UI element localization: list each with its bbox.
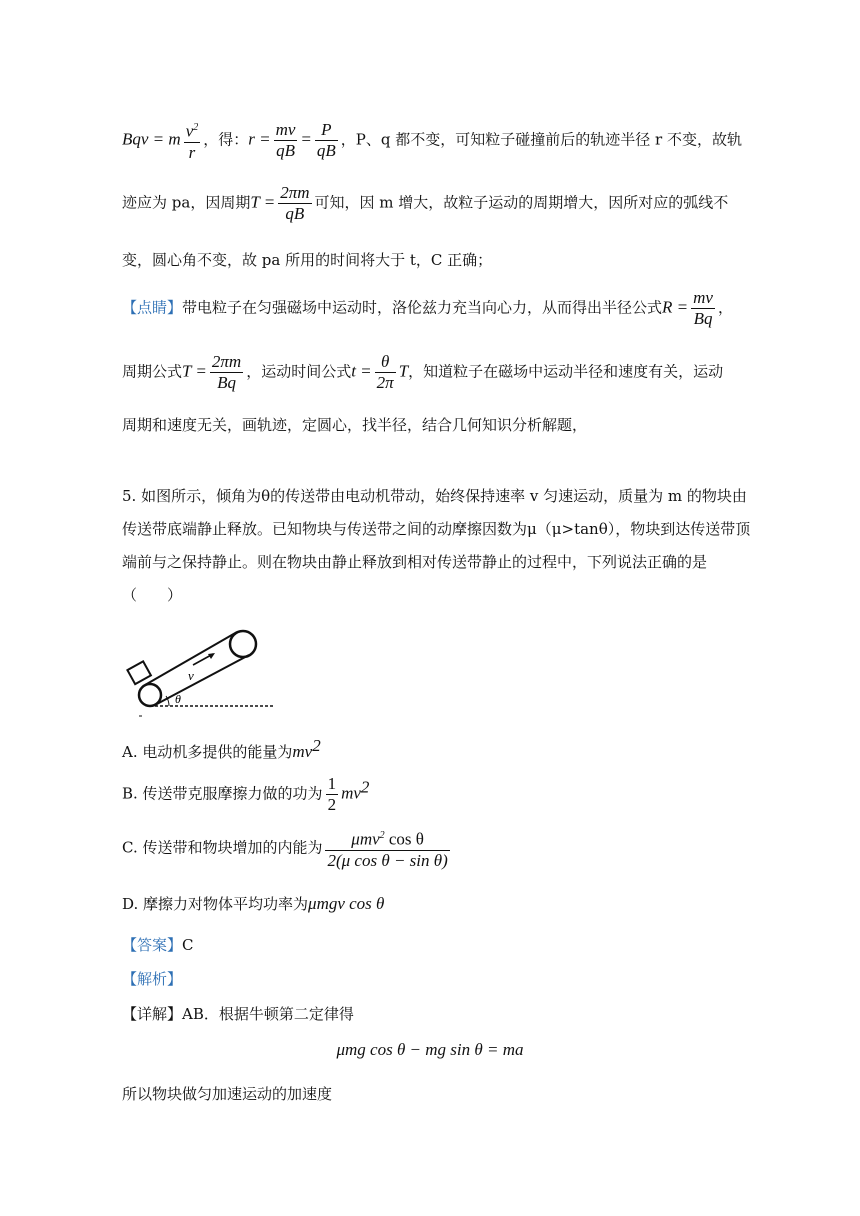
question5-line3: 端前与之保持静止。则在物块由静止释放到相对传送带静止的过程中，下列说法正确的是 — [122, 553, 708, 571]
text-line3: 变，圆心角不变，故 pa 所用的时间将大于 t，C 正确； — [122, 251, 493, 269]
period-time-line: 周期公式T = $\frac{2\pi m}{Bq}$ ，运动时间公式t = $\frac{\theta}{2\pi}$ T，知道粒子在磁场中运动半径和速度有关，运动 — [122, 352, 724, 392]
answer-value: C — [182, 936, 194, 954]
text-b: 可知，因 m 增大，故粒子运动的周期增大，因所对应的弧线不 — [314, 193, 729, 212]
option-c: C. 传送带和物块增加的内能为 $\frac{\mu mv^2 \cos \theta}{\text{2(μ cos θ − sin θ)}}$ — [122, 826, 453, 871]
fraction-theta-2pi: $\frac{\theta}{2\pi}$ — [376, 352, 394, 392]
text-line1: ，P、q 都不变，可知粒子碰撞前后的轨迹半径 r 不变，故轨 — [340, 130, 742, 149]
fraction-mv-qb: $\frac{mv}{qB}$ — [275, 119, 296, 160]
question5-paren: （ ） — [122, 586, 183, 604]
text-a: 迹应为 pa，因周期 — [122, 193, 251, 212]
block — [127, 661, 151, 684]
last-line: 所以物块做匀加速运动的加速度 — [122, 1085, 333, 1103]
option-a: A. 电动机多提供的能量为$mv^2$ — [122, 736, 321, 761]
dianjing-tag: 【点睛】 — [122, 298, 183, 317]
analysis-tag: 【解析】 — [122, 970, 183, 988]
fraction-p-qb: $\frac{P}{qB}$ — [316, 119, 336, 160]
fraction-2pim-bq: $\frac{2\pi m}{Bq}$ — [211, 352, 242, 392]
eq-r: r = — [248, 129, 271, 149]
eq-T: T = — [250, 192, 276, 212]
fraction-2pim-qb: $\frac{2\pi m}{qB}$ — [280, 183, 310, 223]
answer-tag: 【答案】 — [122, 936, 183, 954]
eq-sign: = — [300, 129, 312, 149]
v-label: v — [188, 668, 194, 683]
detail-tag: 【详解】 — [122, 1005, 183, 1023]
dianjing-text: 带电粒子在匀强磁场中运动时，洛伦兹力充当向心力，从而得出半径公式 — [182, 298, 663, 317]
option-d: D. 摩擦力对物体平均功率为μmgv cos θ — [122, 894, 385, 913]
conveyor-figure — [125, 622, 285, 722]
option-b: B. 传送带克服摩擦力做的功为 $\frac{1}{2}$ $mv^2$ — [122, 774, 370, 814]
fraction-v2-over-r: $\frac{v^2}{r}$ — [184, 118, 201, 163]
detail-line: 【详解】AB．根据牛顿第二定律得 — [122, 1005, 354, 1023]
eq-T2: T = — [182, 361, 207, 381]
fraction-internal-energy: $\frac{\mu mv^2 \cos \theta}{\text{2(μ cos θ − sin θ)}}$ — [325, 826, 449, 871]
newton-equation: μmg cos θ − mg sin θ = ma — [336, 1040, 524, 1059]
question5-line1: 5. 如图所示，倾角为θ的传送带由电动机带动，始终保持速率 v 匀速运动，质量为 m 的物块由 — [122, 487, 747, 505]
question5-line2: 传送带底端静止释放。已知物块与传送带之间的动摩擦因数为μ（μ>tanθ），物块到达传送带顶 — [122, 520, 751, 538]
fraction-one-half: $\frac{1}{2}$ — [327, 774, 337, 814]
separator-text: ，得： — [203, 130, 249, 149]
theta-label: θ — [175, 692, 181, 706]
formula-line-period — [122, 183, 728, 224]
fraction-mv-bq: $\frac{mv}{Bq}$ — [693, 288, 713, 328]
dianjing-line: 【点睛】带电粒子在匀强磁场中运动时，洛伦兹力充当向心力，从而得出半径公式R = $\frac{mv}{Bq}$ ， — [122, 288, 733, 328]
belt-bottom — [155, 655, 249, 705]
eq-t: t = — [351, 361, 372, 381]
eq-R: R = — [662, 297, 689, 317]
eq-bqv: Bqv = m — [122, 129, 181, 149]
answer-line — [122, 934, 194, 955]
formula-line-radius — [122, 118, 742, 163]
text-line6: 周期和速度无关，画轨迹，定圆心，找半径，结合几何知识分析解题， — [122, 416, 588, 434]
